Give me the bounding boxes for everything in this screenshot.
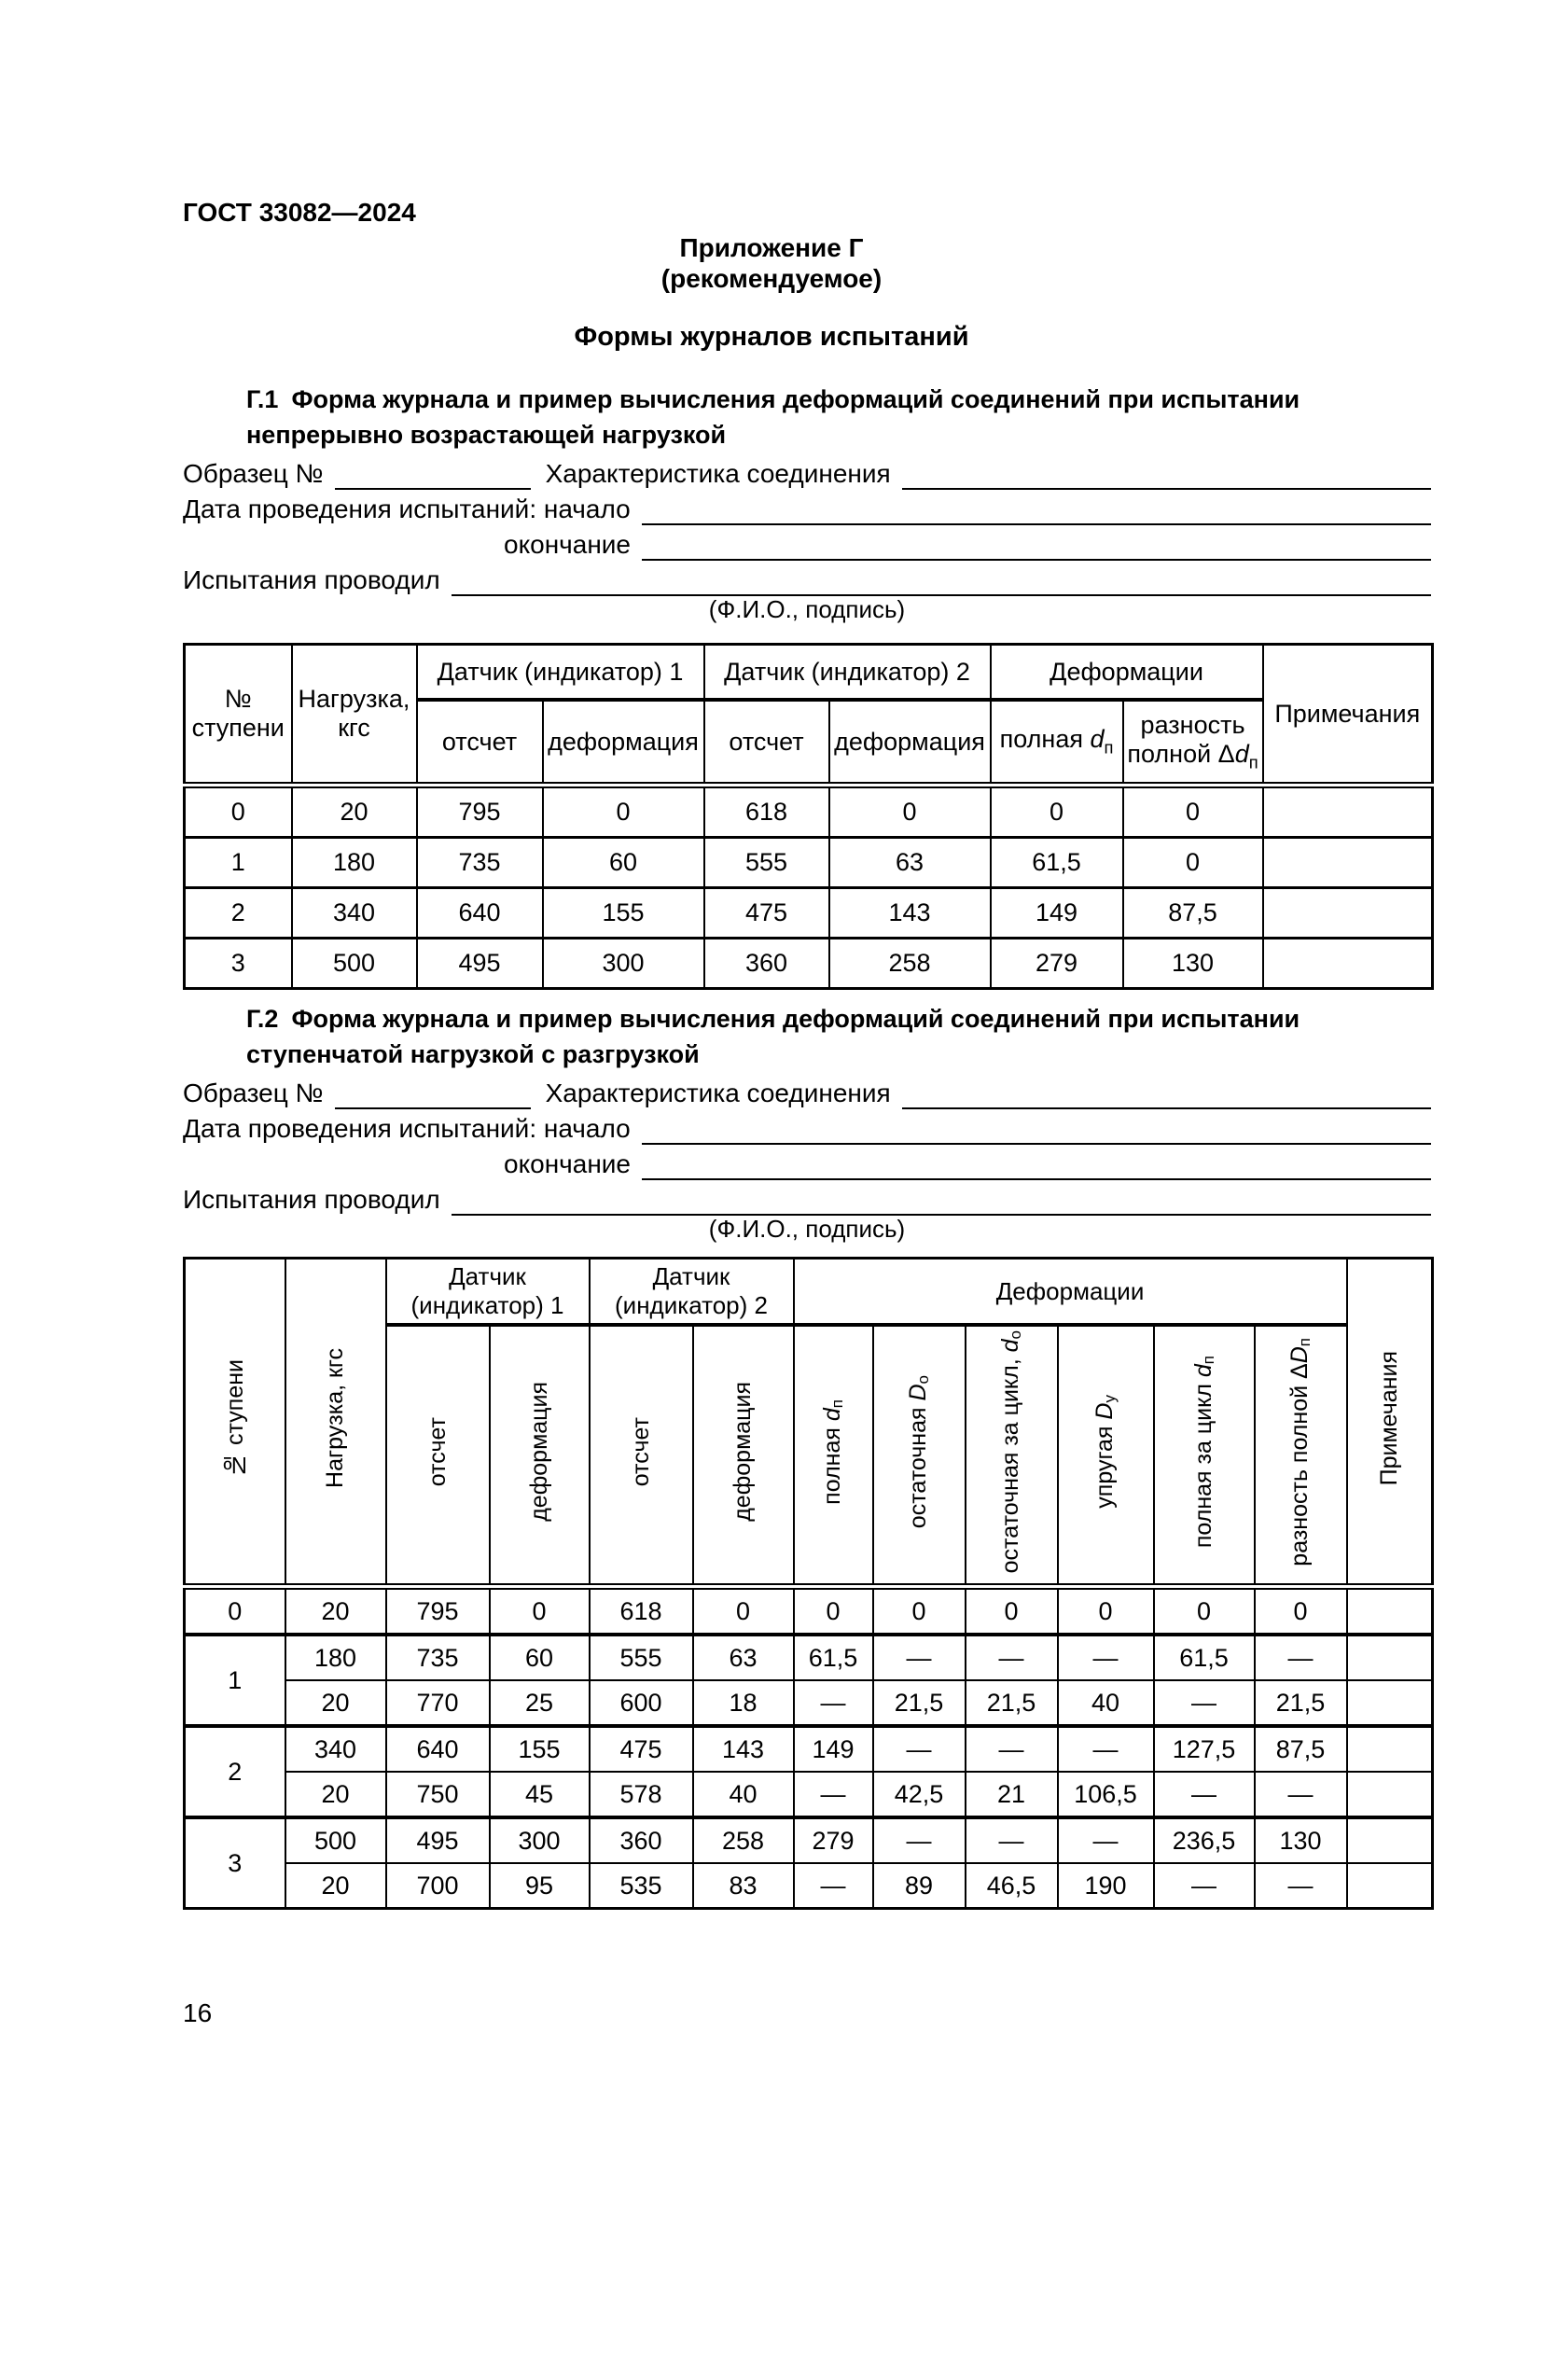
col-residual-per-cycle bbox=[966, 1325, 1058, 1587]
cell: 340 bbox=[285, 1726, 386, 1772]
section-g1-heading bbox=[246, 382, 1450, 452]
cell: 20 bbox=[285, 1772, 386, 1817]
cell: 83 bbox=[693, 1863, 794, 1909]
cell: 735 bbox=[417, 838, 543, 888]
table-row bbox=[185, 786, 1433, 838]
cell: 20 bbox=[285, 1680, 386, 1726]
cell: 143 bbox=[693, 1726, 794, 1772]
cell: 42,5 bbox=[873, 1772, 966, 1817]
col-full-difference bbox=[1255, 1325, 1347, 1587]
subscript: п bbox=[828, 1399, 847, 1408]
cell: 61,5 bbox=[991, 838, 1123, 888]
header-text: полная bbox=[999, 725, 1091, 754]
col-group-sensor1: Датчик (индикатор) 1 bbox=[417, 645, 704, 701]
cell: 475 bbox=[590, 1726, 693, 1772]
variable: D bbox=[1286, 1345, 1314, 1363]
tester-line bbox=[452, 1186, 1431, 1216]
section-title: Форма журнала и пример вычисления деформаций соединений при испытании ступенчатой нагрузкой с разгрузкой bbox=[246, 1005, 1300, 1068]
form-line bbox=[183, 1109, 1431, 1145]
cell: 0 bbox=[693, 1587, 794, 1635]
cell: — bbox=[1255, 1635, 1347, 1680]
cell: — bbox=[1154, 1772, 1255, 1817]
cell: 130 bbox=[1255, 1817, 1347, 1863]
cell: 60 bbox=[543, 838, 704, 888]
cell: 20 bbox=[292, 786, 417, 838]
cell: 180 bbox=[285, 1635, 386, 1680]
sample-number-label: Образец № bbox=[183, 459, 324, 488]
cell: 155 bbox=[490, 1726, 590, 1772]
cell: 63 bbox=[829, 838, 991, 888]
cell bbox=[1347, 1635, 1433, 1680]
g1-test-log-table bbox=[183, 643, 1434, 990]
col-group-sensor2: Датчик (индикатор) 2 bbox=[704, 645, 991, 701]
subscript: п bbox=[1248, 752, 1258, 772]
col-group-sensor2: Датчик (индикатор) 2 bbox=[590, 1259, 794, 1326]
cell: — bbox=[873, 1817, 966, 1863]
cell: 0 bbox=[1154, 1587, 1255, 1635]
joint-characteristic-label: Характеристика соединения bbox=[545, 1079, 891, 1107]
cell: 106,5 bbox=[1058, 1772, 1154, 1817]
col-reading-2: отсчет bbox=[704, 700, 829, 786]
table-row bbox=[185, 1772, 1433, 1817]
cell: 63 bbox=[693, 1635, 794, 1680]
cell: 475 bbox=[704, 888, 829, 939]
cell: 618 bbox=[704, 786, 829, 838]
col-step: № ступени bbox=[185, 645, 292, 786]
cell: 600 bbox=[590, 1680, 693, 1726]
test-date-start-label: Дата проведения испытаний: начало bbox=[183, 1114, 631, 1143]
cell: 555 bbox=[590, 1635, 693, 1680]
header-text: остаточная за цикл, bbox=[997, 1352, 1024, 1574]
section-number: Г.1 bbox=[246, 385, 279, 413]
section-g2-heading bbox=[246, 1001, 1450, 1072]
test-date-end-line bbox=[642, 531, 1431, 561]
col-reading-2: отсчет bbox=[590, 1325, 693, 1587]
cell: — bbox=[873, 1635, 966, 1680]
form-line bbox=[183, 1074, 1431, 1109]
variable: d bbox=[819, 1407, 846, 1421]
subscript: п bbox=[1199, 1355, 1217, 1365]
cell: 0 bbox=[1123, 786, 1263, 838]
form-line bbox=[183, 561, 1431, 596]
subscript: о bbox=[1007, 1329, 1025, 1340]
cell: 155 bbox=[543, 888, 704, 939]
cell: 130 bbox=[1123, 939, 1263, 989]
tester-label: Испытания проводил bbox=[183, 1185, 440, 1214]
cell: 0 bbox=[1255, 1587, 1347, 1635]
variable: d bbox=[997, 1339, 1024, 1353]
appendix-title: Формы журналов испытаний bbox=[574, 322, 969, 352]
cell: 0 bbox=[1123, 838, 1263, 888]
form-line bbox=[183, 454, 1431, 490]
cell bbox=[1347, 1726, 1433, 1772]
cell: 60 bbox=[490, 1635, 590, 1680]
cell: 21 bbox=[966, 1772, 1058, 1817]
signature-hint: (Ф.И.О., подпись) bbox=[708, 1215, 906, 1243]
cell: 21,5 bbox=[873, 1680, 966, 1726]
cell: 2 bbox=[185, 888, 292, 939]
section-number: Г.2 bbox=[246, 1005, 279, 1033]
appendix-label: Приложение Г bbox=[679, 233, 864, 262]
cell: 300 bbox=[543, 939, 704, 989]
table-row bbox=[185, 1817, 1433, 1863]
variable: d bbox=[1234, 739, 1249, 768]
cell: 18 bbox=[693, 1680, 794, 1726]
table-row bbox=[185, 1863, 1433, 1909]
col-deformation-1: деформация bbox=[490, 1325, 590, 1587]
col-deformation-1: деформация bbox=[543, 700, 704, 786]
header-text: разность полной Δ bbox=[1286, 1362, 1314, 1566]
g2-form bbox=[183, 1074, 1431, 1242]
col-full-deformation bbox=[794, 1325, 873, 1587]
test-date-start-line bbox=[642, 495, 1431, 525]
table-row bbox=[185, 1726, 1433, 1772]
cell: — bbox=[1058, 1817, 1154, 1863]
tester-label: Испытания проводил bbox=[183, 565, 440, 594]
cell: 640 bbox=[386, 1726, 490, 1772]
test-date-start-line bbox=[642, 1115, 1431, 1145]
cell: 0 bbox=[991, 786, 1123, 838]
cell: 20 bbox=[285, 1587, 386, 1635]
cell: 61,5 bbox=[1154, 1635, 1255, 1680]
subscript: п bbox=[1104, 737, 1114, 758]
cell: 795 bbox=[417, 786, 543, 838]
g1-form bbox=[183, 454, 1431, 622]
cell: 360 bbox=[590, 1817, 693, 1863]
cell: 87,5 bbox=[1255, 1726, 1347, 1772]
table-row bbox=[185, 1635, 1433, 1680]
cell bbox=[1263, 939, 1433, 989]
form-line bbox=[183, 1180, 1431, 1216]
cell: 21,5 bbox=[966, 1680, 1058, 1726]
cell: 95 bbox=[490, 1863, 590, 1909]
cell bbox=[1263, 838, 1433, 888]
cell: 495 bbox=[417, 939, 543, 989]
col-full-per-cycle bbox=[1154, 1325, 1255, 1587]
cell: 0 bbox=[543, 786, 704, 838]
joint-characteristic-line bbox=[902, 460, 1431, 490]
step-cell: 2 bbox=[185, 1726, 285, 1817]
cell: 258 bbox=[693, 1817, 794, 1863]
col-load: Нагрузка, кгс bbox=[292, 645, 417, 786]
test-date-start-label: Дата проведения испытаний: начало bbox=[183, 494, 631, 523]
form-line bbox=[183, 1145, 1431, 1180]
cell: 500 bbox=[292, 939, 417, 989]
header-text: полная за цикл bbox=[1189, 1377, 1216, 1549]
cell: 20 bbox=[285, 1863, 386, 1909]
subscript: п bbox=[1296, 1337, 1314, 1346]
cell: 735 bbox=[386, 1635, 490, 1680]
cell: — bbox=[794, 1772, 873, 1817]
cell: 340 bbox=[292, 888, 417, 939]
cell: 180 bbox=[292, 838, 417, 888]
col-elastic-deformation bbox=[1058, 1325, 1154, 1587]
subscript: у bbox=[1101, 1395, 1119, 1403]
cell: 495 bbox=[386, 1817, 490, 1863]
sample-number-line bbox=[335, 460, 531, 490]
col-load: Нагрузка, кгс bbox=[285, 1259, 386, 1587]
cell: 795 bbox=[386, 1587, 490, 1635]
cell: — bbox=[1154, 1680, 1255, 1726]
cell: — bbox=[794, 1863, 873, 1909]
tester-line bbox=[452, 566, 1431, 596]
cell bbox=[1263, 786, 1433, 838]
cell: 0 bbox=[1058, 1587, 1154, 1635]
cell: 500 bbox=[285, 1817, 386, 1863]
cell: 0 bbox=[794, 1587, 873, 1635]
cell bbox=[1347, 1817, 1433, 1863]
cell: 555 bbox=[704, 838, 829, 888]
cell: 40 bbox=[693, 1772, 794, 1817]
cell bbox=[1263, 888, 1433, 939]
test-date-end-line bbox=[642, 1150, 1431, 1180]
col-notes: Примечания bbox=[1347, 1259, 1433, 1587]
table-header-row bbox=[185, 645, 1433, 701]
cell bbox=[1347, 1863, 1433, 1909]
cell: — bbox=[794, 1680, 873, 1726]
cell: 360 bbox=[704, 939, 829, 989]
sample-number-line bbox=[335, 1079, 531, 1109]
cell: 45 bbox=[490, 1772, 590, 1817]
document-page bbox=[0, 198, 1543, 2028]
header-text: остаточная bbox=[905, 1400, 932, 1529]
col-reading-1: отсчет bbox=[386, 1325, 490, 1587]
col-group-deformations: Деформации bbox=[794, 1259, 1347, 1326]
cell bbox=[1347, 1587, 1433, 1635]
cell: 149 bbox=[991, 888, 1123, 939]
document-code: ГОСТ 33082—2024 bbox=[183, 198, 416, 227]
table-header-row bbox=[185, 1259, 1433, 1326]
table-row bbox=[185, 888, 1433, 939]
col-group-sensor1: Датчик (индикатор) 1 bbox=[386, 1259, 590, 1326]
col-reading-1: отсчет bbox=[417, 700, 543, 786]
table-row bbox=[185, 1680, 1433, 1726]
form-line bbox=[183, 490, 1431, 525]
cell: 0 bbox=[185, 1587, 285, 1635]
page-number: 16 bbox=[183, 1998, 213, 2027]
cell: 578 bbox=[590, 1772, 693, 1817]
cell: 25 bbox=[490, 1680, 590, 1726]
header-text: полная bbox=[819, 1420, 846, 1505]
g2-test-log-table bbox=[183, 1257, 1434, 1910]
cell: 0 bbox=[185, 786, 292, 838]
cell: 149 bbox=[794, 1726, 873, 1772]
test-date-end-label: окончание bbox=[504, 530, 632, 559]
cell: 258 bbox=[829, 939, 991, 989]
cell: 640 bbox=[417, 888, 543, 939]
col-deformation-2: деформация bbox=[829, 700, 991, 786]
cell: 61,5 bbox=[794, 1635, 873, 1680]
col-step: № ступени bbox=[185, 1259, 285, 1587]
subscript: о bbox=[914, 1374, 933, 1385]
appendix-kind: (рекомендуемое) bbox=[660, 264, 883, 293]
cell: 143 bbox=[829, 888, 991, 939]
cell: 40 bbox=[1058, 1680, 1154, 1726]
header-text: упругая bbox=[1091, 1419, 1119, 1509]
joint-characteristic-line bbox=[902, 1079, 1431, 1109]
variable: D bbox=[1091, 1402, 1119, 1420]
section-title: Форма журнала и пример вычисления деформаций соединений при испытании непрерывно возрастающей нагрузкой bbox=[246, 385, 1300, 449]
cell: — bbox=[1058, 1635, 1154, 1680]
test-date-end-label: окончание bbox=[504, 1149, 632, 1178]
col-group-deformations: Деформации bbox=[991, 645, 1263, 701]
form-line bbox=[183, 525, 1431, 561]
signature-hint: (Ф.И.О., подпись) bbox=[708, 595, 906, 623]
col-deformation-2: деформация bbox=[693, 1325, 794, 1587]
cell: 190 bbox=[1058, 1863, 1154, 1909]
header-text: разность полной Δ bbox=[1127, 710, 1245, 768]
cell: 700 bbox=[386, 1863, 490, 1909]
table-row bbox=[185, 1587, 1433, 1635]
sample-number-label: Образец № bbox=[183, 1079, 324, 1107]
cell: 89 bbox=[873, 1863, 966, 1909]
cell: 300 bbox=[490, 1817, 590, 1863]
cell: 535 bbox=[590, 1863, 693, 1909]
cell: 0 bbox=[490, 1587, 590, 1635]
cell: 87,5 bbox=[1123, 888, 1263, 939]
cell: 770 bbox=[386, 1680, 490, 1726]
cell: 618 bbox=[590, 1587, 693, 1635]
cell: — bbox=[966, 1726, 1058, 1772]
cell: — bbox=[1255, 1863, 1347, 1909]
variable: D bbox=[905, 1384, 932, 1401]
cell: 1 bbox=[185, 838, 292, 888]
cell bbox=[1347, 1680, 1433, 1726]
col-full-deformation bbox=[991, 700, 1123, 786]
cell: 236,5 bbox=[1154, 1817, 1255, 1863]
cell: — bbox=[966, 1817, 1058, 1863]
cell: 750 bbox=[386, 1772, 490, 1817]
cell: — bbox=[1255, 1772, 1347, 1817]
cell: — bbox=[1154, 1863, 1255, 1909]
cell: 21,5 bbox=[1255, 1680, 1347, 1726]
step-cell: 1 bbox=[185, 1635, 285, 1726]
col-full-difference bbox=[1123, 700, 1263, 786]
variable: d bbox=[1189, 1364, 1216, 1378]
cell: 0 bbox=[829, 786, 991, 838]
col-notes: Примечания bbox=[1263, 645, 1433, 786]
cell: 279 bbox=[991, 939, 1123, 989]
variable: d bbox=[1090, 725, 1105, 754]
cell: 3 bbox=[185, 939, 292, 989]
cell: — bbox=[1058, 1726, 1154, 1772]
table-row bbox=[185, 838, 1433, 888]
cell: 127,5 bbox=[1154, 1726, 1255, 1772]
joint-characteristic-label: Характеристика соединения bbox=[545, 459, 891, 488]
cell bbox=[1347, 1772, 1433, 1817]
cell: 279 bbox=[794, 1817, 873, 1863]
table-row bbox=[185, 939, 1433, 989]
cell: 0 bbox=[873, 1587, 966, 1635]
col-residual-deformation bbox=[873, 1325, 966, 1587]
cell: — bbox=[966, 1635, 1058, 1680]
cell: 0 bbox=[966, 1587, 1058, 1635]
cell: — bbox=[873, 1726, 966, 1772]
cell: 46,5 bbox=[966, 1863, 1058, 1909]
step-cell: 3 bbox=[185, 1817, 285, 1909]
